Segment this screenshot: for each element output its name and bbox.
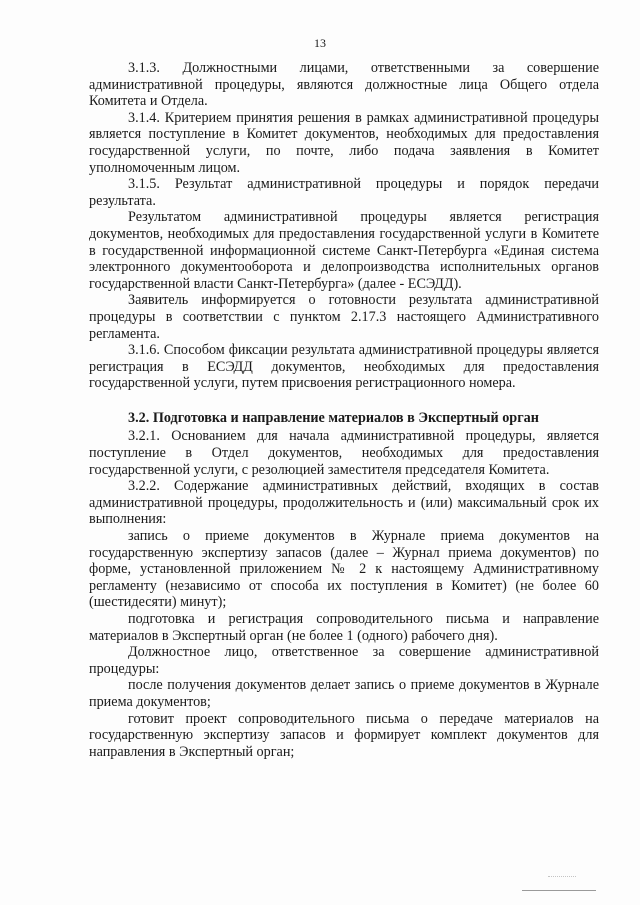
paragraph-prepares-draft: готовит проект сопроводительного письма о передаче материалов на государственную экспертизу запасов и формирует комплект документов для направления в Экспертный орган; [89, 710, 599, 760]
document-body [89, 60, 599, 760]
paragraph-cover-letter: подготовка и регистрация сопроводительного письма и направление материалов в Экспертный орган (не более 1 (одного) рабочего дня). [89, 611, 599, 644]
section-spacer [89, 392, 599, 406]
paragraph-3-2-1: 3.2.1. Основанием для начала административной процедуры, является поступление в Отдел документов, необходимых для предоставления государственной услуги, с резолюцией заместителя председателя Комитета. [89, 428, 599, 478]
paragraph-3-1-6: 3.1.6. Способом фиксации результата административной процедуры является регистрация в ЕСЭДД документов, необходимых для предоставления государственной услуги, путем присвоения регистрационного номера. [89, 342, 599, 392]
paragraph-3-1-4: 3.1.4. Критерием принятия решения в рамках административной процедуры является поступление в Комитет документов, необходимых для предоставления государственной услуги, по почте, либо подача заявления в Комитет уполномоченным лицом. [89, 109, 599, 176]
page-number: 13 [314, 36, 326, 50]
paragraph-3-1-3: 3.1.3. Должностными лицами, ответственными за совершение административной процедуры, являются должностные лица Общего отдела Комитета и Отдела. [89, 60, 599, 110]
paragraph-3-1-5: 3.1.5. Результат административной процедуры и порядок передачи результата. [89, 176, 599, 209]
footer-mark [548, 876, 576, 877]
paragraph-applicant-informed: Заявитель информируется о готовности результата административной процедуры в соответствии с пунктом 2.17.3 настоящего Административного регламента. [89, 292, 599, 342]
section-heading-3-2: 3.2. Подготовка и направление материалов в Экспертный орган [128, 409, 539, 426]
paragraph-journal-entry: запись о приеме документов в Журнале приема документов на государственную экспертизу запасов (далее – Журнал приема документов) по форме, установленной приложением № 2 к настоящему Административному регламенту (независимо от способа их поступления в Комитет) (не более 60 (шестидесяти) минут); [89, 528, 599, 611]
paragraph-3-2-2: 3.2.2. Содержание административных действий, входящих в состав административной процедуры, продолжительность и (или) максимальный срок их выполнения: [89, 478, 599, 528]
paragraph-responsible-official: Должностное лицо, ответственное за совершение административной процедуры: [89, 644, 599, 677]
paragraph-after-receipt: после получения документов делает запись о приеме документов в Журнале приема документов; [89, 677, 599, 710]
paragraph-result: Результатом административной процедуры является регистрация документов, необходимых для предоставления государственной услуги в Комитете в государственной информационной системе Санкт-Петербурга «Единая система электронного документооборота и делопроизводства исполнительных органов государственной власти Санкт-Петербурга» (далее - ЕСЭДД). [89, 209, 599, 292]
footer-line [522, 890, 596, 891]
